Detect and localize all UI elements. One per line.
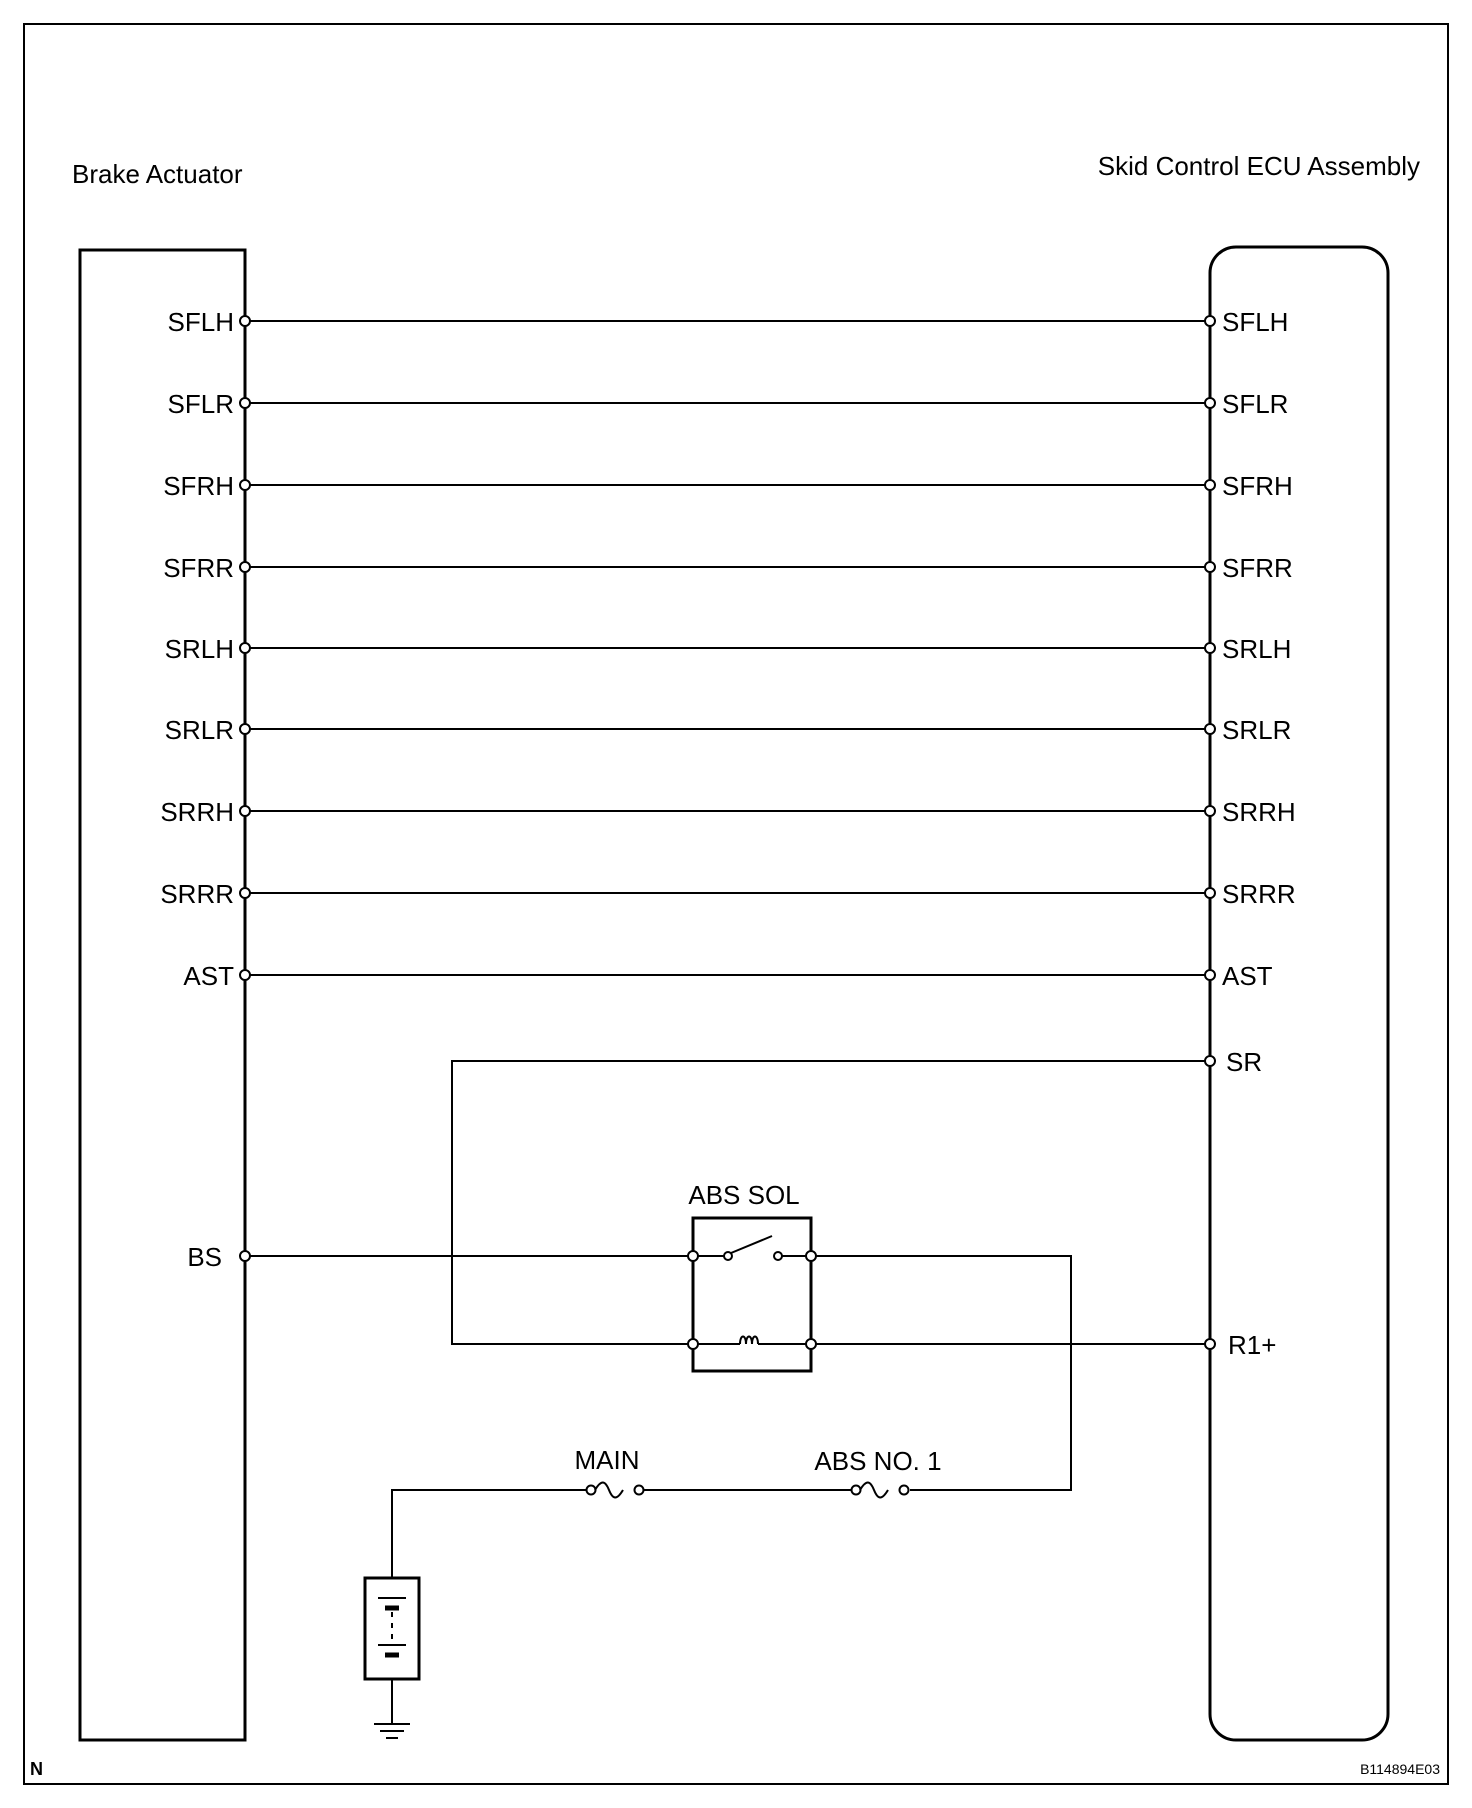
srrr-ecu-terminal xyxy=(1205,888,1215,898)
r1-label: R1+ xyxy=(1228,1330,1277,1360)
relay-switch-icon xyxy=(698,1236,806,1260)
srlr-ecu-terminal xyxy=(1205,724,1215,734)
sflh-actuator-terminal xyxy=(240,316,250,326)
srlh-actuator-terminal xyxy=(240,643,250,653)
srrh-ecu-label: SRRH xyxy=(1222,797,1296,827)
bs-label: BS xyxy=(187,1242,222,1272)
relay-terminal-2 xyxy=(806,1251,816,1261)
sflr-actuator-terminal xyxy=(240,398,250,408)
sflr-actuator-label: SFLR xyxy=(167,389,234,419)
abs-no1-fuse-label: ABS NO. 1 xyxy=(814,1446,942,1476)
sfrr-ecu-label: SFRR xyxy=(1222,553,1293,583)
sr-terminal xyxy=(1205,1056,1215,1066)
srrh-actuator-terminal xyxy=(240,806,250,816)
battery-feed-wire xyxy=(392,1490,586,1578)
srrh-ecu-terminal xyxy=(1205,806,1215,816)
sfrh-ecu-label: SFRH xyxy=(1222,471,1293,501)
srlr-actuator-terminal xyxy=(240,724,250,734)
ast-ecu-terminal xyxy=(1205,970,1215,980)
sfrh-actuator-label: SFRH xyxy=(163,471,234,501)
figure-code: B114894E03 xyxy=(1360,1761,1440,1777)
main-fuse-icon xyxy=(587,1483,644,1498)
battery-icon xyxy=(365,1578,419,1679)
sfrh-ecu-terminal xyxy=(1205,480,1215,490)
sfrr-actuator-terminal xyxy=(240,562,250,572)
abs-no1-fuse-icon xyxy=(852,1483,909,1498)
relay-terminal-3 xyxy=(688,1339,698,1349)
srlr-ecu-label: SRLR xyxy=(1222,715,1292,745)
sflr-ecu-terminal xyxy=(1205,398,1215,408)
ast-actuator-label: AST xyxy=(183,961,234,991)
sr-label: SR xyxy=(1226,1047,1263,1077)
sr-wire xyxy=(452,1061,1207,1344)
abs-sol-relay-box xyxy=(693,1218,811,1371)
main-fuse-label: MAIN xyxy=(574,1445,640,1475)
bs-terminal xyxy=(240,1251,250,1261)
abs-sol-label: ABS SOL xyxy=(688,1180,800,1210)
sflh-ecu-terminal xyxy=(1205,316,1215,326)
skid-control-ecu-title: Skid Control ECU Assembly xyxy=(1097,151,1420,181)
ast-ecu-label: AST xyxy=(1222,961,1273,991)
sfrh-actuator-terminal xyxy=(240,480,250,490)
srrr-actuator-label: SRRR xyxy=(160,879,234,909)
relay-coil-icon xyxy=(698,1337,806,1345)
srrh-actuator-label: SRRH xyxy=(160,797,234,827)
relay-terminal-1 xyxy=(688,1251,698,1261)
connection-lines xyxy=(160,307,1295,991)
ast-actuator-terminal xyxy=(240,970,250,980)
sfrr-ecu-terminal xyxy=(1205,562,1215,572)
corner-mark: N xyxy=(30,1759,43,1779)
srrr-ecu-label: SRRR xyxy=(1222,879,1296,909)
relay-terminal-4 xyxy=(806,1339,816,1349)
srlh-ecu-terminal xyxy=(1205,643,1215,653)
srlr-actuator-label: SRLR xyxy=(164,715,234,745)
sflh-ecu-label: SFLH xyxy=(1222,307,1289,337)
ground-icon xyxy=(374,1724,410,1738)
srlh-actuator-label: SRLH xyxy=(164,634,234,664)
sflh-actuator-label: SFLH xyxy=(167,307,234,337)
srlh-ecu-label: SRLH xyxy=(1222,634,1292,664)
r1-terminal xyxy=(1205,1339,1215,1349)
sfrr-actuator-label: SFRR xyxy=(163,553,234,583)
sflr-ecu-label: SFLR xyxy=(1222,389,1289,419)
brake-actuator-title: Brake Actuator xyxy=(72,159,243,189)
srrr-actuator-terminal xyxy=(240,888,250,898)
